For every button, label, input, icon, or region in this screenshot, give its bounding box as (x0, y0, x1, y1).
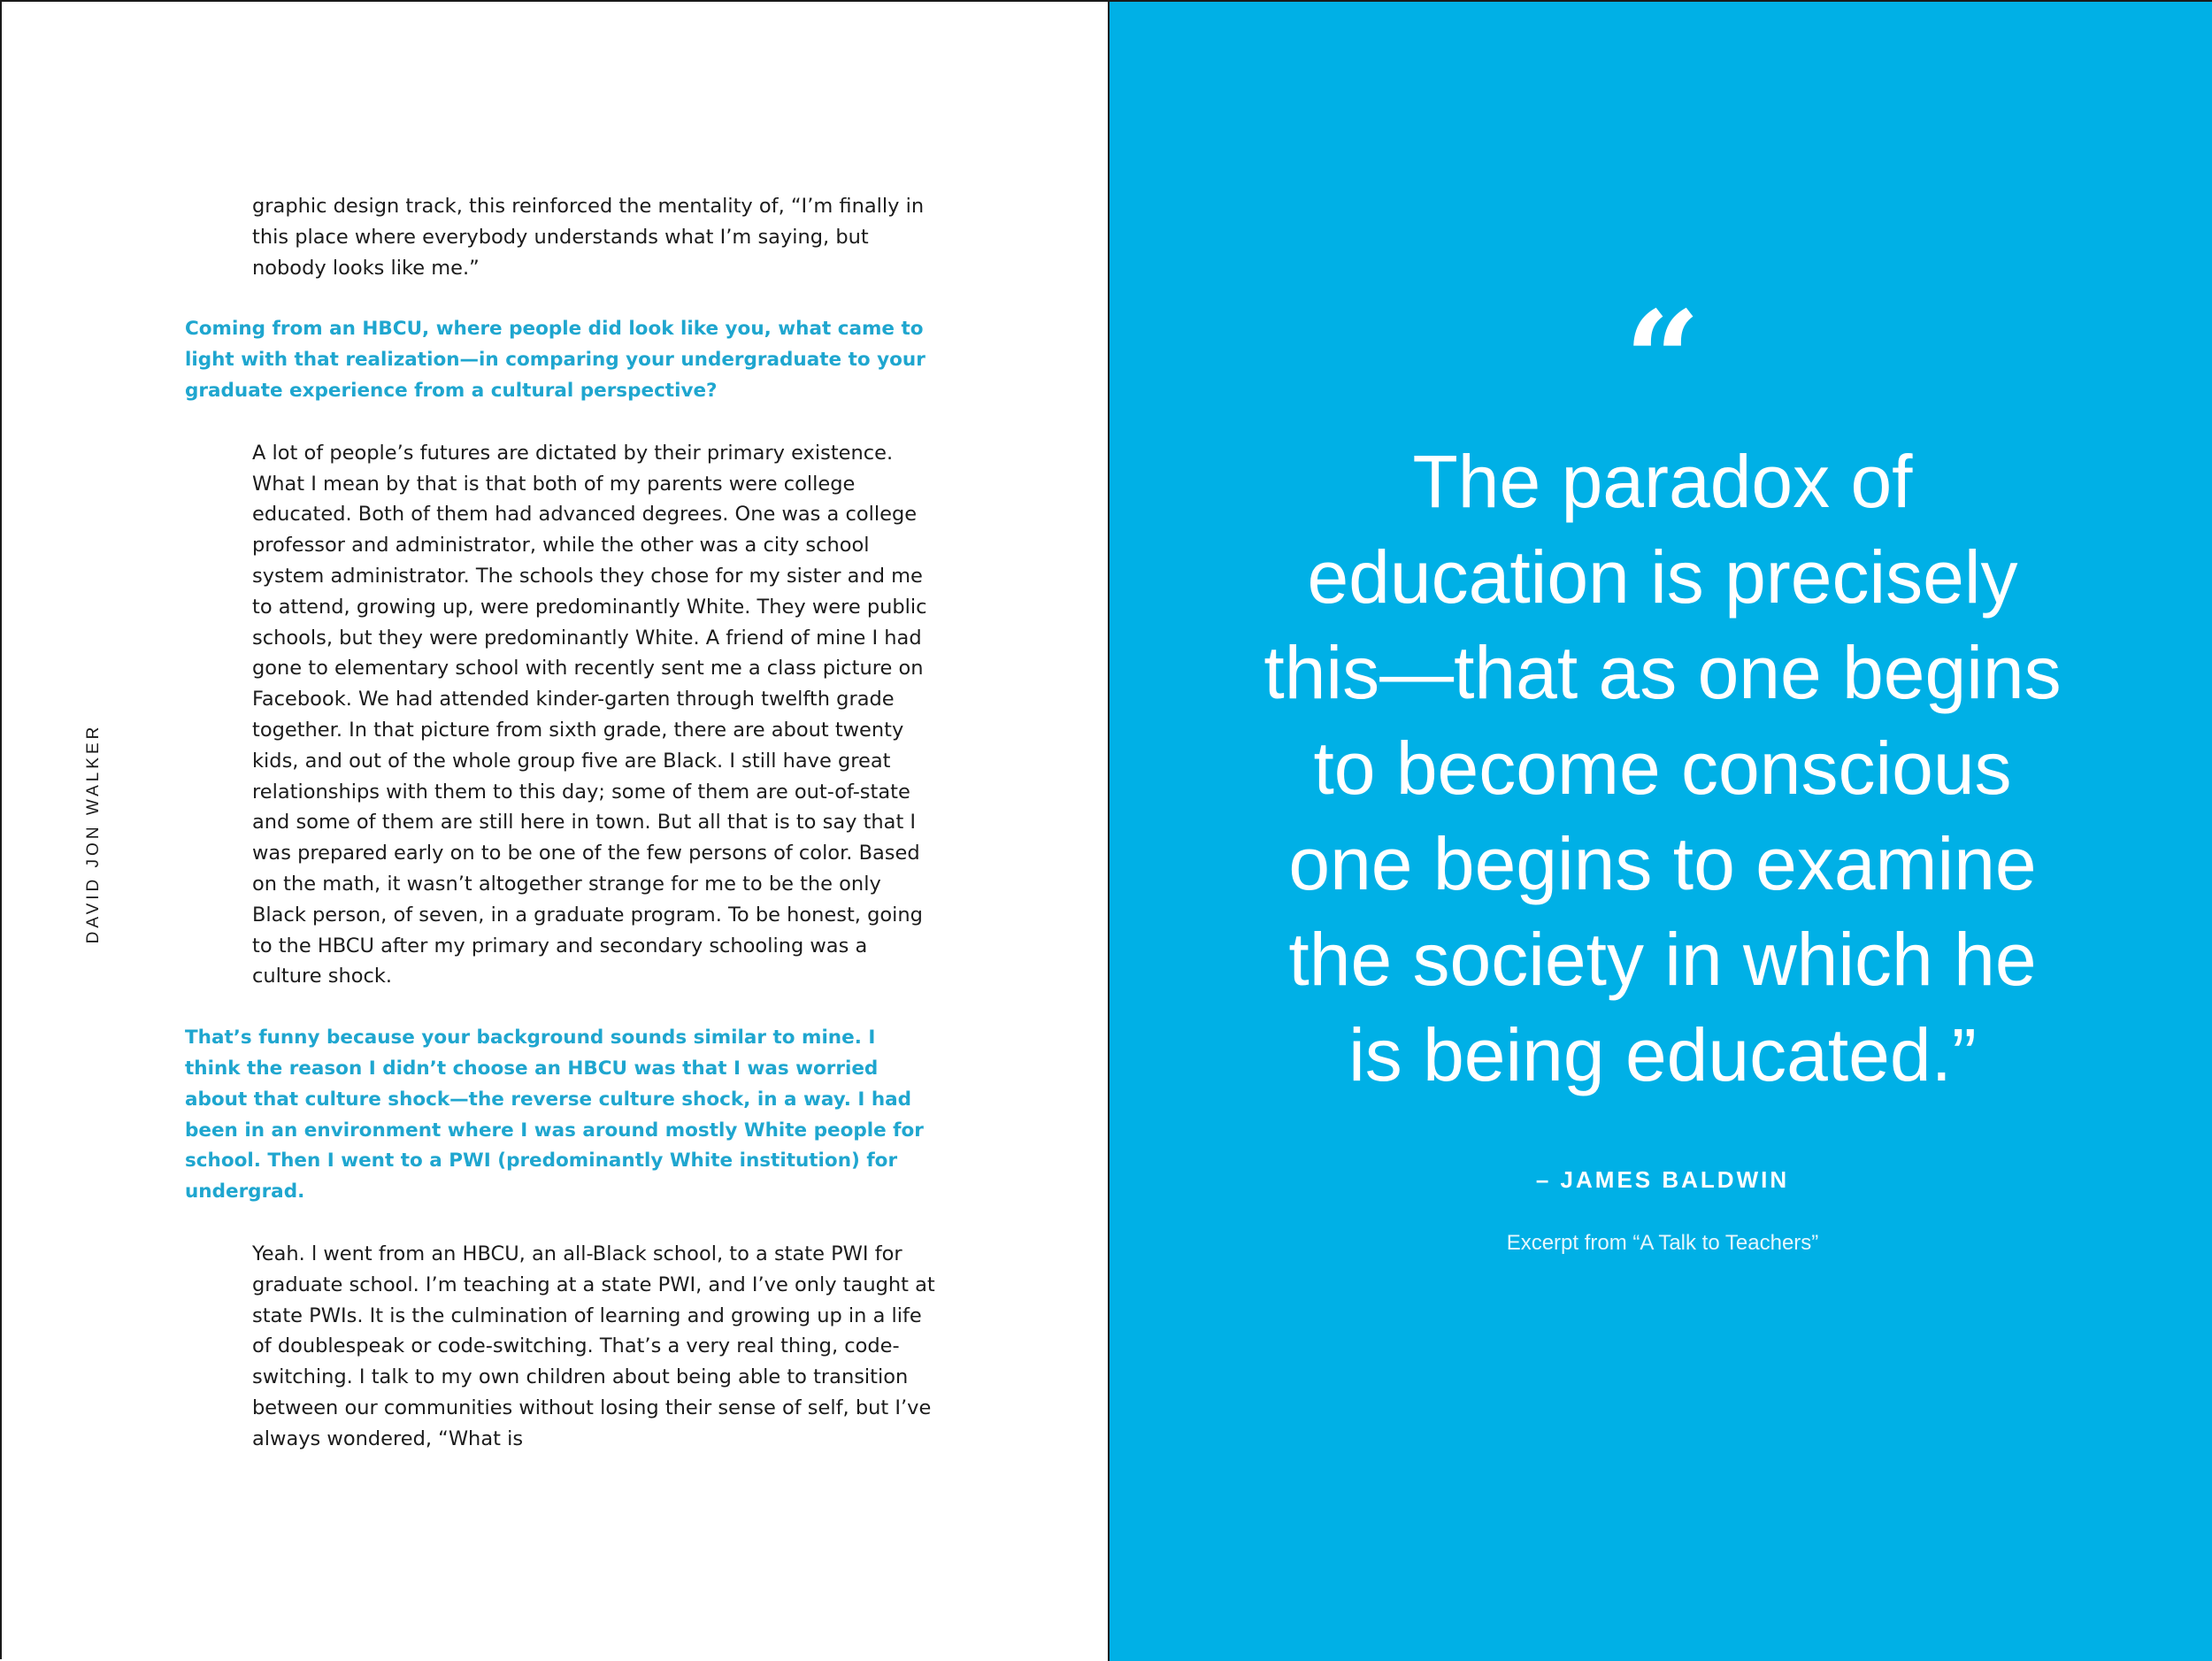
quote-source: Excerpt from “A Talk to Teachers” (1506, 1231, 1819, 1255)
pull-quote-line: this—that as one begins (1263, 631, 2062, 714)
pull-quote-line: to become conscious (1313, 727, 2012, 810)
answer-paragraph: A lot of people’s futures are dictated by their primary existence. What I mean by that is that both of my parents were college educated. Both of them had advanced degrees. One was a college professor and administrator, while the other was a city school system administrator. The schools they chose for my sister and me to attend, growing up, were predominantly White. They were public schools, but they were predominantly White. A friend of mine I had gone to elementary school with recently sent me a class picture on Facebook. We had attended kinder-garten through twelfth grade together. In that picture from sixth grade, there are about twenty kids, and out of the whole group five are Black. I still have great relationships with them to this day; some of them are out-of-state and some of them are still here in town. But all that is to say that I was prepared early on to be one of the few persons of color. Based on the math, it wasn’t altogether strange for me to be the only Black person, of seven, in a graduate program. To be honest, going to the HBCU after my primary and secondary schooling was a culture shock. (252, 441, 927, 988)
pull-quote (1110, 434, 2212, 1103)
pull-quote-line: is being educated.” (1348, 1013, 1977, 1096)
right-page (1108, 2, 2212, 1661)
pull-quote-line: education is precisely (1307, 535, 2018, 619)
pull-quote-line: The paradox of (1412, 440, 1913, 523)
pull-quote-line: one begins to examine (1288, 822, 2037, 905)
quote-attribution: – JAMES BALDWIN (1535, 1166, 1790, 1193)
answer-paragraph: graphic design track, this reinforced the mentality of, “I’m finally in this place where everybody understands what I’m saying, but nobody looks like me.” (252, 195, 925, 280)
pull-quote-line: the society in which he (1288, 918, 2037, 1001)
quote-mark-icon: “ (1624, 282, 1701, 438)
running-head: DAVID JON WALKER (84, 723, 103, 944)
left-page (2, 2, 1108, 1661)
interview-column (185, 191, 937, 1454)
answer-paragraph: Yeah. l went from an HBCU, an all-Black school, to a state PWI for graduate school. I’m teaching at a state PWI, and I’ve only taught at state PWIs. It is the culmination of learning and growing up in a life of doublespeak or code-switching. That’s a very real thing, code-switching. I talk to my own children about being able to transition between our communities without losing their sense of self, but I’ve always wondered, “What is (252, 1242, 935, 1450)
interview-question: That’s funny because your background sounds similar to mine. I think the reason I didn’t choose an HBCU was that I was worried about that culture shock—the reverse culture shock, in a way. I had been in an environment where I was around mostly White people for school. Then I went to a PWI (predominantly White institution) for undergrad. (185, 1027, 924, 1203)
interview-question: Coming from an HBCU, where people did look like you, what came to light with that realization—in comparing your undergraduate to your graduate experience from a cultural perspective? (185, 318, 926, 402)
